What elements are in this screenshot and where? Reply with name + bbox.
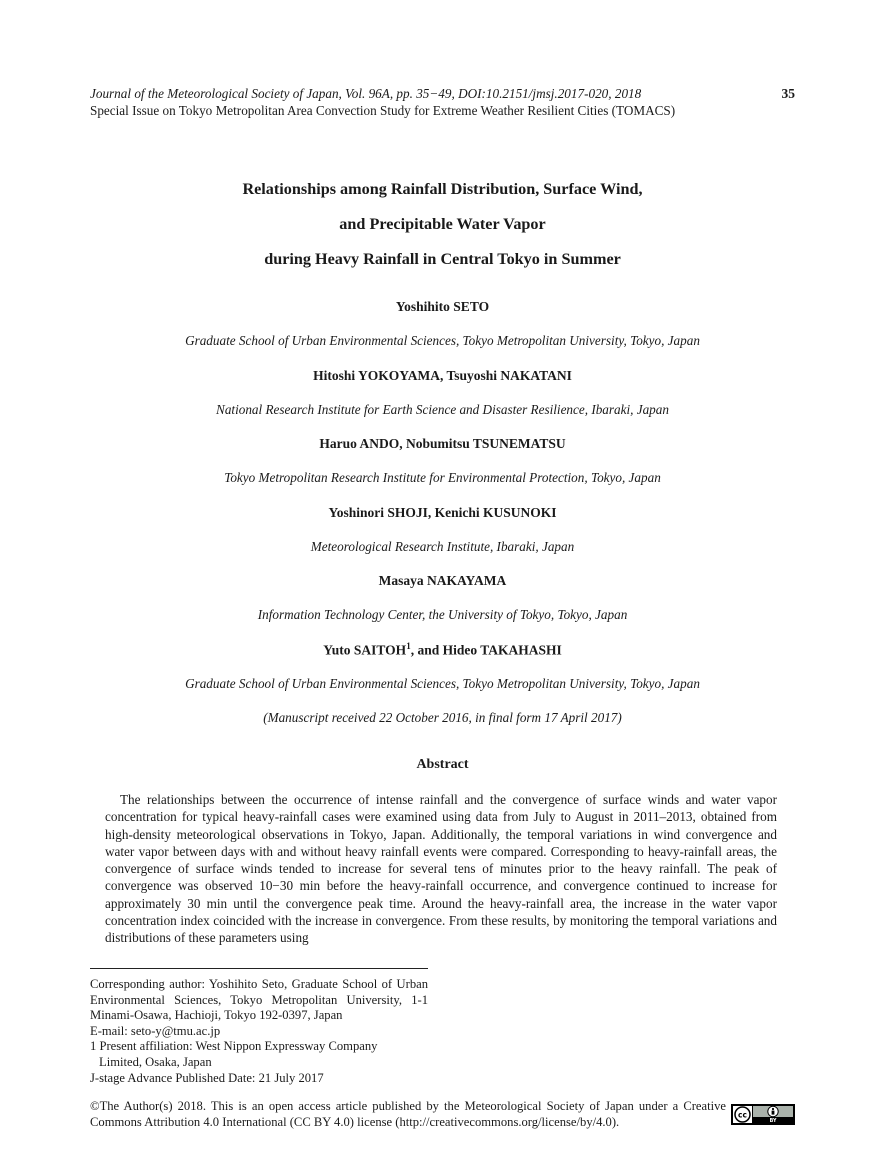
license-statement: ©The Author(s) 2018. This is an open access article published by the Meteorological Society of Japan under a Creative Commons Attribution 4.0 International (CC BY 4.0) license (http://creativecommons.org/license/by/4.0). [90,1099,726,1129]
cc-by-license-badge[interactable] [731,1104,795,1125]
badge-by-label: BY [769,1119,777,1125]
svg-text:cc: cc [738,1110,747,1120]
present-affiliation-continued: Limited, Osaka, Japan [99,1054,212,1069]
author-group-5: Masaya NAKAYAMA [378,573,507,588]
special-issue-line: Special Issue on Tokyo Metropolitan Area Convection Study for Extreme Weather Resilient Cities (TOMACS) [90,103,676,118]
advance-published-note: J-stage Advance Published Date: 21 July 2017 [90,1070,324,1085]
author-name: , and Hideo TAKAHASHI [410,642,562,658]
affiliation-1: Graduate School of Urban Environmental Sciences, Tokyo Metropolitan University, Tokyo, Japan [185,333,700,348]
email-note: E-mail: seto-y@tmu.ac.jp [90,1023,221,1038]
author-name: Yuto SAITOH [323,642,407,658]
affiliation-6: Graduate School of Urban Environmental Sciences, Tokyo Metropolitan University, Tokyo, Japan [185,676,700,691]
author-group-6 [90,641,795,659]
title-line-1: Relationships among Rainfall Distribution, Surface Wind, [242,180,643,198]
title-line-3: during Heavy Rainfall in Central Tokyo in Summer [264,250,621,268]
author-group-2: Hitoshi YOKOYAMA, Tsuyoshi NAKATANI [313,368,572,383]
abstract-text: The relationships between the occurrence of intense rainfall and the convergence of surface winds and water vapor concentration for typical heavy-rainfall cases were examined using data from July to August in 2011–2013, obtained from high-density meteorological observations in Tokyo, Japan. Additionally, the temporal variations in wind convergence and water vapor between days with and without heavy rainfall events were compared. Corresponding to heavy-rainfall areas, the convergence of surface winds tended to increase for several tens of minutes prior to the heavy rainfall. The peak of convergence was observed 10−30 min before the heavy-rainfall occurrence, and convergence continued to increase for approximately 30 min until the convergence peak time. Around the heavy-rainfall area, the increase in the water vapor concentration index coincided with the increase in convergence. From these results, by monitoring the temporal variations and distributions of these parameters using [105,792,777,946]
affiliation-3: Tokyo Metropolitan Research Institute for Environmental Protection, Tokyo, Japan [224,470,661,485]
journal-citation: Journal of the Meteorological Society of Japan, Vol. 96A, pp. 35−49, DOI:10.2151/jmsj.2017-020, 2018 [90,86,642,101]
paper-title [90,172,795,277]
cc-icon [735,1107,750,1122]
present-affiliation-note: 1 Present affiliation: West Nippon Expressway Company [90,1039,378,1054]
author-group-3: Haruo ANDO, Nobumitsu TSUNEMATSU [319,436,566,451]
footnote-divider [90,968,428,969]
affiliation-5: Information Technology Center, the University of Tokyo, Tokyo, Japan [257,607,628,622]
affiliation-2: National Research Institute for Earth Science and Disaster Resilience, Ibaraki, Japan [216,402,669,417]
footnotes [90,977,428,1086]
author-group-1: Yoshihito SETO [395,299,490,314]
abstract-heading: Abstract [416,757,469,772]
title-line-2: and Precipitable Water Vapor [339,215,546,233]
author-group-4: Yoshinori SHOJI, Kenichi KUSUNOKI [328,505,557,520]
page-number: 35 [781,86,795,101]
running-header [90,85,795,119]
affiliation-superscript: 1 [406,641,411,651]
corresponding-author-note: Corresponding author: Yoshihito Seto, Graduate School of Urban Environmental Sciences, Tokyo Metropolitan University, 1-1 Minami-Osawa, Hachioji, Tokyo 192-0397, Japan [90,977,428,1023]
by-person-icon [768,1106,778,1116]
affiliation-4: Meteorological Research Institute, Ibaraki, Japan [310,539,575,554]
manuscript-dates: (Manuscript received 22 October 2016, in final form 17 April 2017) [263,710,622,725]
